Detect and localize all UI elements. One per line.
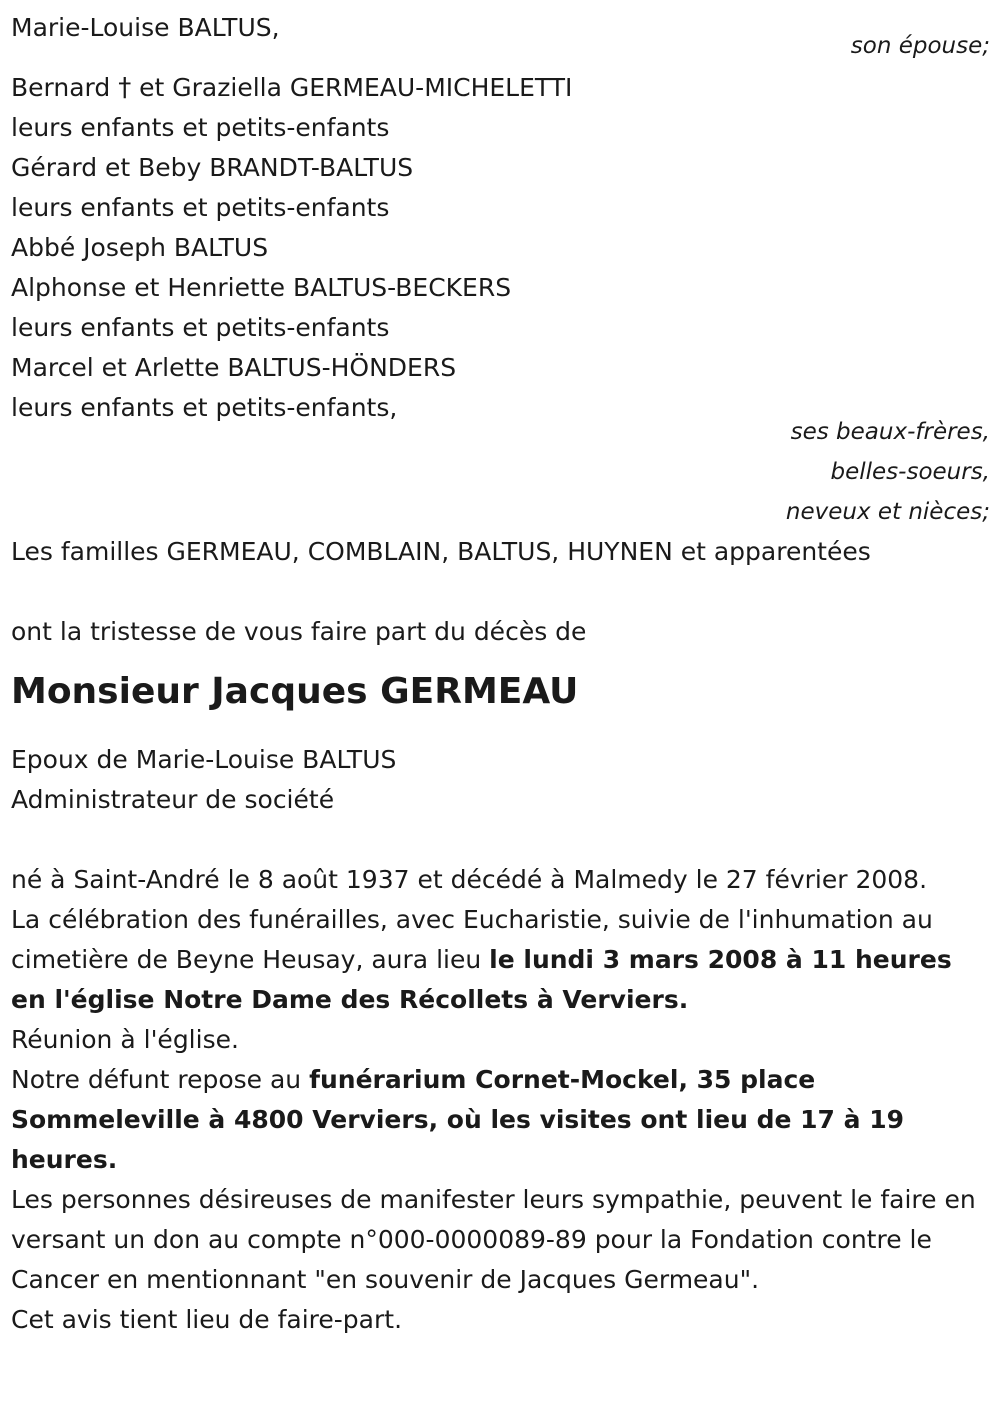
obituary-notice bbox=[11, 8, 990, 1340]
family-line-2: leurs enfants et petits-enfants bbox=[11, 113, 390, 142]
family-line-1-rest: et Graziella GERMEAU-MICHELETTI bbox=[139, 73, 573, 102]
donation-paragraph: Les personnes désireuses de manifester leurs sympathie, peuvent le faire en versant un don au compte n°000-0000089-89 pour la Fondation contre le Cancer en mentionnant "en souvenir de Jacques Germeau". bbox=[11, 1185, 976, 1294]
family-line-9: leurs enfants et petits-enfants, bbox=[11, 393, 398, 422]
deceased-name: Monsieur Jacques GERMEAU bbox=[11, 671, 579, 712]
role-line-1: ses beaux-frères, bbox=[790, 419, 990, 445]
family-line-6: Alphonse et Henriette BALTUS-BECKERS bbox=[11, 273, 512, 302]
profession: Administrateur de société bbox=[11, 785, 335, 814]
announcement: ont la tristesse de vous faire part du décès de bbox=[11, 617, 587, 646]
rest-bold: funérarium Cornet-Mockel, 35 place Sommeleville à 4800 Verviers, où les visites ont lieu de 17 à 19 heures. bbox=[11, 1065, 905, 1174]
role-line-2: belles-soeurs, bbox=[830, 459, 990, 485]
rest-paragraph bbox=[11, 1060, 990, 1180]
closing-paragraph: Cet avis tient lieu de faire-part. bbox=[11, 1305, 403, 1334]
funeral-paragraph bbox=[11, 900, 990, 1020]
family-line-8: Marcel et Arlette BALTUS-HÖNDERS bbox=[11, 353, 457, 382]
family-line-5: Abbé Joseph BALTUS bbox=[11, 233, 269, 262]
birth-death: né à Saint-André le 8 août 1937 et décédé à Malmedy le 27 février 2008. bbox=[11, 865, 928, 894]
funeral-bold: le lundi 3 mars 2008 à 11 heures en l'église Notre Dame des Récollets à Verviers. bbox=[11, 945, 952, 1014]
role-line-3: neveux et nièces; bbox=[785, 499, 990, 525]
meeting-paragraph: Réunion à l'église. bbox=[11, 1025, 239, 1054]
spouse-role: son épouse; bbox=[850, 33, 990, 59]
husband-of: Epoux de Marie-Louise BALTUS bbox=[11, 745, 397, 774]
family-line-1-name: Bernard bbox=[11, 73, 111, 102]
families-line: Les familles GERMEAU, COMBLAIN, BALTUS, HUYNEN et apparentées bbox=[11, 537, 871, 566]
cross-icon: † bbox=[118, 73, 132, 103]
spouse-name: Marie-Louise BALTUS, bbox=[11, 13, 280, 42]
family-line-4: leurs enfants et petits-enfants bbox=[11, 193, 390, 222]
family-line-3: Gérard et Beby BRANDT-BALTUS bbox=[11, 153, 414, 182]
rest-text: Notre défunt repose au bbox=[11, 1065, 310, 1094]
family-line-7: leurs enfants et petits-enfants bbox=[11, 313, 390, 342]
funeral-text: La célébration des funérailles, avec Eucharistie, suivie de l'inhumation au cimetière de Beyne Heusay, aura lieu bbox=[11, 905, 933, 974]
family-line-1 bbox=[11, 68, 990, 108]
